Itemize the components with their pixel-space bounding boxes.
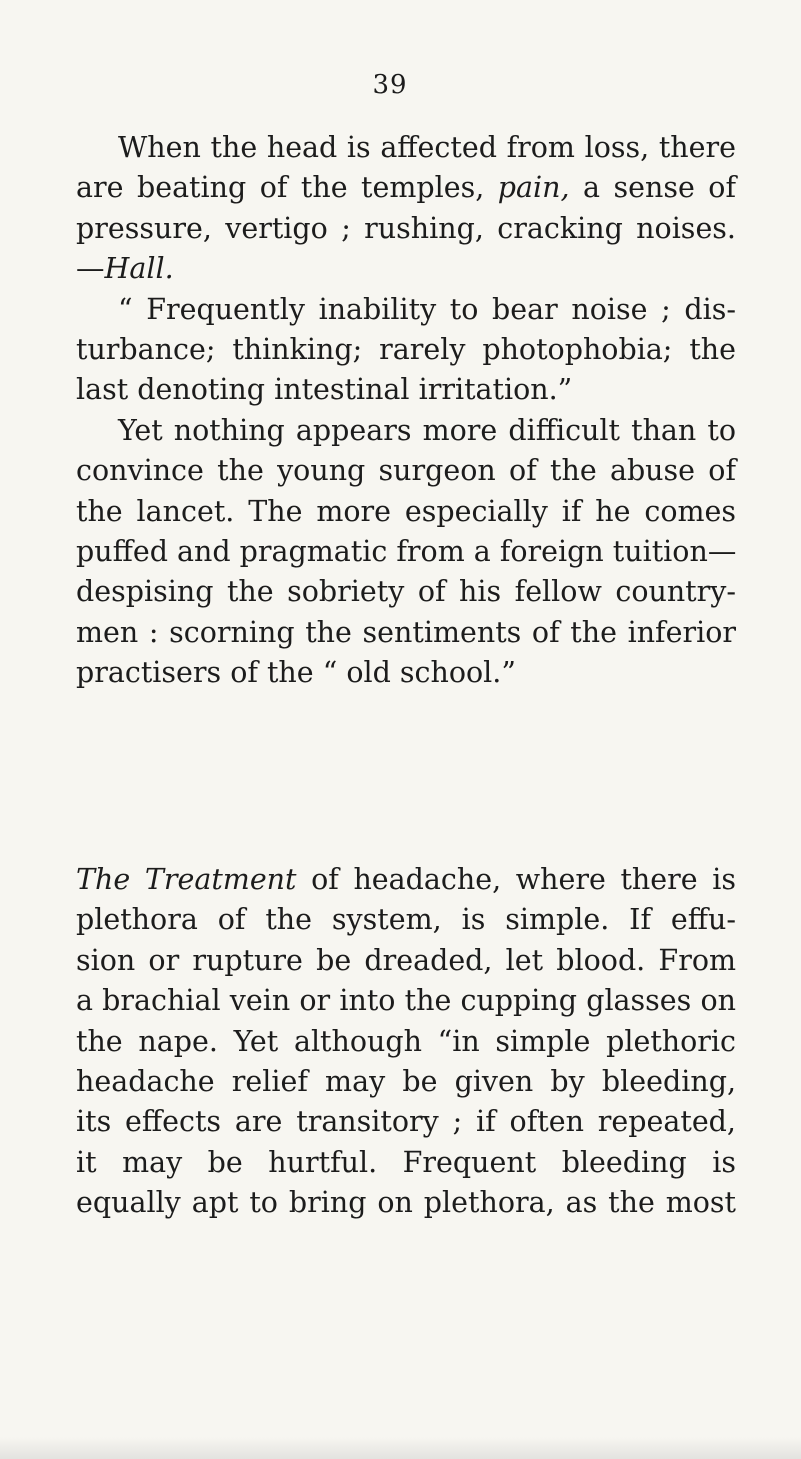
text-line: men : scorning the sentiments of the inferior xyxy=(76,615,736,649)
text-line: sion or rupture be dreaded, let blood. From xyxy=(76,943,736,977)
paragraph-frequently xyxy=(76,290,736,411)
text-line: it may be hurtful. Frequent bleeding is xyxy=(76,1145,736,1179)
text-line: despising the sobriety of his fellow country- xyxy=(76,575,736,609)
text-line: the nape. Yet although “in simple plethoric xyxy=(76,1024,736,1058)
emphasis-pain: pain, xyxy=(497,171,570,205)
text-line: When the head is affected from loss, there xyxy=(118,131,736,164)
text-line: turbance; thinking; rarely photophobia; the xyxy=(76,333,736,367)
em-dash: — xyxy=(76,252,105,286)
text-line xyxy=(76,249,736,289)
text-line: its effects are transitory ; if often repeated, xyxy=(76,1105,736,1139)
text-span: a sense of xyxy=(569,171,736,205)
text-line: plethora of the system, is simple. If effu- xyxy=(76,903,736,937)
text-line xyxy=(76,860,736,900)
text-block-lower xyxy=(76,860,736,1224)
text-line: a brachial vein or into the cupping glasses on xyxy=(76,984,736,1018)
page-bottom-edge xyxy=(0,1437,801,1459)
text-line: equally apt to bring on plethora, as the most xyxy=(76,1186,736,1220)
text-line: practisers of the “ old school.” xyxy=(76,656,516,690)
section-heading-treatment: The Treatment xyxy=(76,863,297,896)
page-number: 39 xyxy=(372,70,408,100)
text-line: “ Frequently inability to bear noise ; dis- xyxy=(118,292,736,326)
text-line: convince the young surgeon of the abuse of xyxy=(76,454,736,488)
author-citation: Hall. xyxy=(104,252,174,286)
text-line: Yet nothing appears more difficult than to xyxy=(118,413,736,447)
text-line: pressure, vertigo ; rushing, cracking noises. xyxy=(76,211,736,245)
text-span: are beating of the temples, xyxy=(76,171,498,205)
text-line: last denoting intestinal irritation.” xyxy=(76,373,573,407)
text-block-upper xyxy=(76,128,736,694)
paragraph-lancet xyxy=(76,411,736,694)
text-line: the lancet. The more especially if he comes xyxy=(76,494,736,528)
text-line: puffed and pragmatic from a foreign tuition— xyxy=(76,535,737,569)
text-line xyxy=(76,168,736,208)
text-line: headache relief may be given by bleeding, xyxy=(76,1065,736,1099)
paragraph-hall-quote xyxy=(76,128,736,290)
text-span: of headache, where there is xyxy=(296,863,736,896)
paragraph-treatment xyxy=(76,860,736,1224)
